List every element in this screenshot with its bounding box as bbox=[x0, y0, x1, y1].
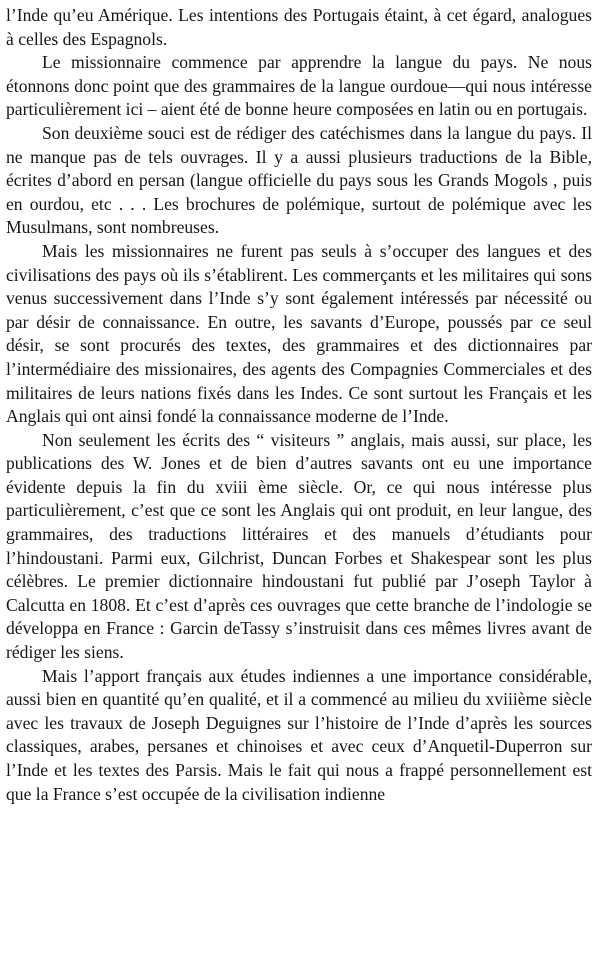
paragraph-4: Mais les missionnaires ne furent pas seuls à s’occuper des langues et des civilisations des pays où ils s’établirent. Les commerçants et les militaires qui sons venus successivement dans l’Inde s’y sont également intéressés par nécessité ou par désir de connaissance. En outre, les savants d’Europe, poussés par ce seul désir, se sont procurés des textes, des grammaires et des dictionnaires par l’intermédiaire des missionaires, des agents des Compagnies Commerciales et des militaires de leurs nations fixés dans les Indes. Ce sont surtout les Français et les Anglais qui ont ainsi fondé la connaissance moderne de l’Inde. bbox=[6, 240, 592, 427]
paragraph-1: l’Inde qu’eu Amérique. Les intentions des Portugais étaint, à cet égard, analogues à celles des Espagnols. bbox=[6, 5, 592, 49]
paragraph-5: Non seulement les écrits des “ visiteurs ” anglais, mais aussi, sur place, les publications des W. Jones et de bien d’autres savants ont eu une importance évidente depuis la fin du xviii ème siècle. Or, ce qui nous intéresse plus particulièrement, c’est que ce sont les Anglais qui ont produit, en leur langue, des grammaires, des traductions littéraires et des manuels d’étudiants pour l’hindoustani. Parmi eux, Gilchrist, Duncan Forbes et Shakespear sont les plus célèbres. Le premier dictionnaire hindoustani fut publié par J’oseph Taylor à Calcutta en 1808. Et c’est d’après ces ouvrages que cette branche de l’indologie se développa en France : Garcin deTassy s’instruisit dans ces mêmes livres avant de rédiger les siens. bbox=[6, 429, 592, 663]
paragraph-2: Le missionnaire commence par apprendre la langue du pays. Ne nous étonnons donc point que des grammaires de la langue ourdoue—qui nous intéresse particulièrement ici – aient été de bonne heure composées en latin ou en portugais. bbox=[6, 52, 592, 120]
paragraph-6: Mais l’apport français aux études indiennes a une importance considérable, aussi bien en quantité qu’en qualité, et il a commencé au milieu du xviiième siècle avec les travaux de Joseph Deguignes sur l’histoire de l’Inde d’après les sources classiques, arabes, persanes et chinoises et avec ceux d’Anquetil-Duperron sur l’Inde et les textes des Parsis. Mais le fait qui nous a frappé personnellement est que la France s’est occupée de la civilisation indienne bbox=[6, 665, 592, 804]
paragraph-3: Son deuxième souci est de rédiger des catéchismes dans la langue du pays. Il ne manque pas de tels ouvrages. Il y a aussi plusieurs traductions de la Bible, écrites d’abord en persan (langue officielle du pays sous les Grands Mogols , puis en ourdou, etc . . . Les brochures de polémique, surtout de polémique avec les Musulmans, sont nombreuses. bbox=[6, 122, 592, 238]
